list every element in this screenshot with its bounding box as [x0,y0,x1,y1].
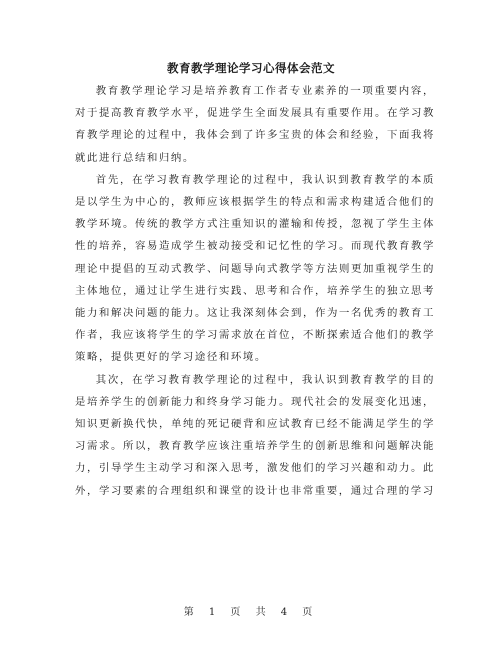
page-number-footer: 第 1 页 共 4 页 [183,607,319,618]
paragraph-2: 首先，在学习教育教学理论的过程中，我认识到教育教学的本质是以学生为中心的，教师应该根据学生的特点和需求构建适合他们的教学环境。传统的教学方式注重知识的灌输和传授，忽视了学生主体性的培养，容易造成学生被动接受和记忆性的学习。而现代教育教学理论中提倡的互动式教学、问题导向式教学等方法则更加重视学生的主体地位，通过让学生进行实践、思考和合作，培养学生的独立思考能力和解决问题的能力。这让我深刻体会到，作为一名优秀的教育工作者，我应该将学生的学习需求放在首位，不断探索适合他们的教学策略，提供更好的学习途径和环境。 [75,173,435,364]
document-title: 教育教学理论学习心得体会范文 [167,61,335,75]
paragraph-3: 其次，在学习教育教学理论的过程中，我认识到教育教学的目的是培养学生的创新能力和终身学习能力。现代社会的发展变化迅速，知识更新换代快，单纯的死记硬背和应试教育已经不能满足学生的学习需求。所以，教育教学应该注重培养学生的创新思维和问题解决能力，引导学生主动学习和深入思考，激发他们的学习兴趣和动力。此外，学习要素的合理组织和课堂的设计也非常重要，通过合理的学习 [75,373,435,497]
document-body [75,80,435,502]
paragraph-1: 教育教学理论学习是培养教育工作者专业素养的一项重要内容，对于提高教育教学水平，促进学生全面发展具有重要作用。在学习教育教学理论的过程中，我体会到了许多宝贵的体会和经验，下面我将就此进行总结和归纳。 [75,85,435,164]
